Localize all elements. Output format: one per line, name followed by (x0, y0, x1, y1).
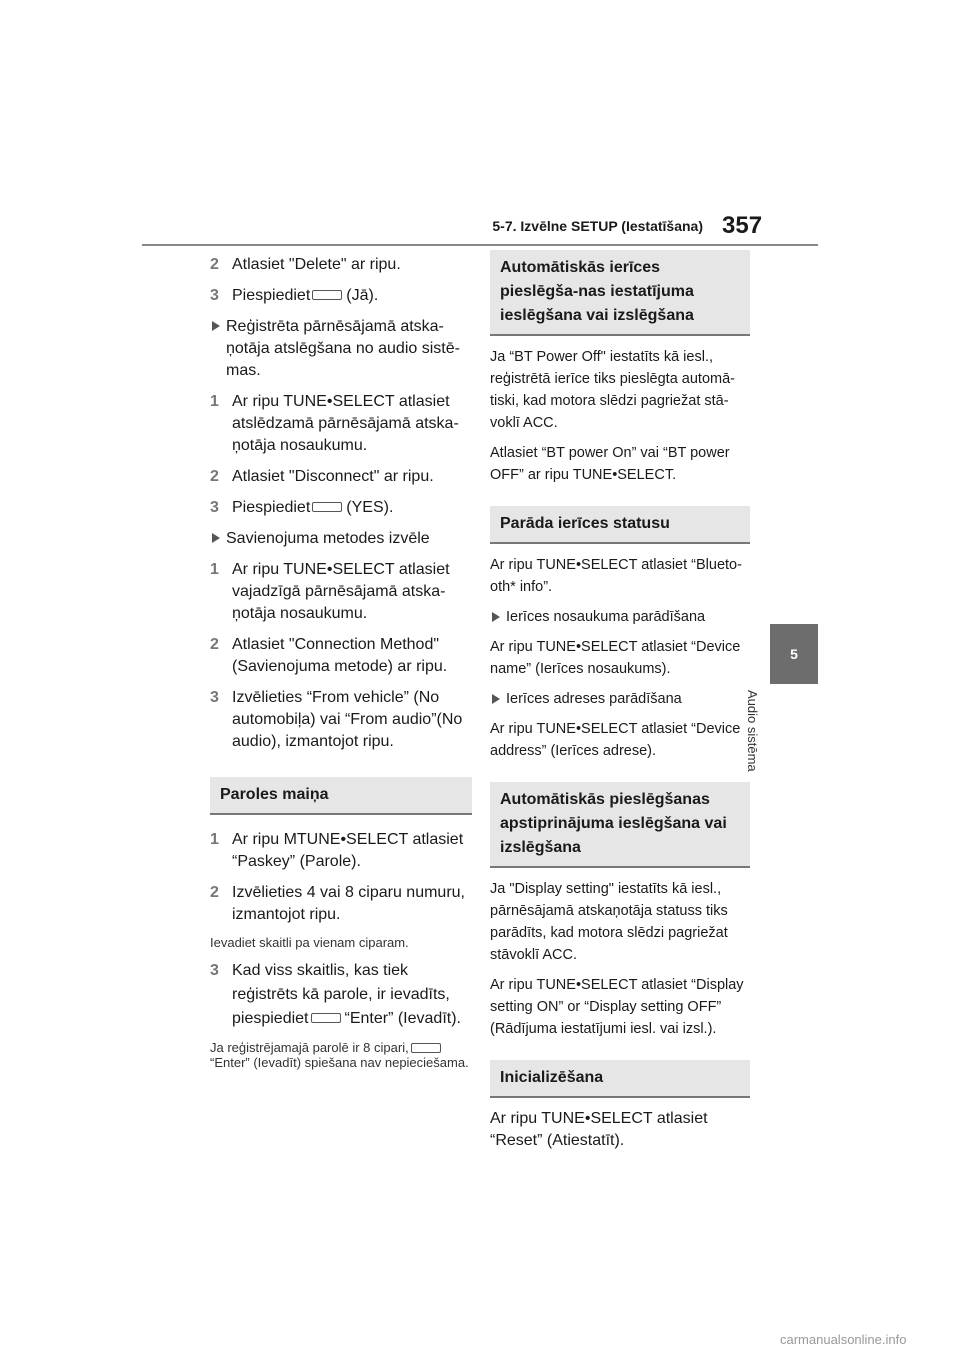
section-title: Paroles maiņa (210, 777, 472, 815)
paragraph: Atlasiet “BT power On” vai “BT power OFF” ar ripu TUNE•SELECT. (490, 445, 730, 483)
header-divider (142, 244, 818, 246)
step-text: Piespiediet (232, 499, 311, 516)
step (210, 882, 472, 926)
step-number: 1 (210, 561, 219, 578)
step-text-after: (YES). (346, 499, 394, 516)
section-title: Automātiskās pieslēgšanas apstiprinājuma ieslēgšana vai izslēgšana (490, 782, 750, 868)
button-icon (312, 290, 342, 300)
chapter-side-label (745, 690, 818, 850)
note (210, 1040, 472, 1070)
paragraph: Ja "Display setting" iestatīts kā iesl., pārnēsājamā atskaņotāja statuss tiks parādīts, kad motora slēdzi pagriežat stāvoklī ACC. (490, 881, 728, 963)
step (210, 634, 472, 678)
note: Ievadiet skaitli pa vienam ciparam. (210, 935, 409, 950)
step (210, 829, 472, 873)
section-header: 5-7. Izvēlne SETUP (Iestatīšana) (492, 218, 703, 234)
step-text: Ar ripu TUNE•SELECT atlasiet atslēdzamā pārnēsājamā atska-ņotāja nosaukumu. (232, 393, 459, 454)
step-number: 2 (210, 884, 219, 901)
step-number: 1 (210, 393, 219, 410)
chapter-tab: 5 (770, 624, 818, 684)
step (210, 687, 472, 753)
step (210, 466, 472, 488)
page-number: 357 (722, 212, 763, 239)
step-text: Atlasiet "Connection Method" (Savienojuma metode) ar ripu. (232, 636, 448, 675)
step-text: Ar ripu MTUNE•SELECT atlasiet “Paskey” (Parole). (232, 831, 464, 870)
note-text-after: “Enter” (Ievadīt) spiešana nav nepieciešama. (210, 1055, 469, 1070)
step (210, 497, 472, 519)
paragraph: Ar ripu TUNE•SELECT atlasiet “Blueto-oth* info”. (490, 557, 742, 595)
button-icon (311, 1013, 341, 1023)
step-number: 2 (210, 468, 219, 485)
section-title: Inicializēšana (490, 1060, 750, 1098)
step-number: 3 (210, 689, 219, 706)
step-text: Izvēlieties 4 vai 8 ciparu numuru, izmantojot ripu. (232, 884, 465, 923)
button-icon (411, 1043, 441, 1053)
paragraph: Ar ripu TUNE•SELECT atlasiet “Reset” (Atiestatīt). (490, 1110, 708, 1149)
step-text-after: “Enter” (Ievadīt). (344, 1010, 461, 1027)
paragraph: Ar ripu TUNE•SELECT atlasiet “Display setting ON” or “Display setting OFF” (Rādījuma iestatījumi iesl. vai izsl.). (490, 977, 744, 1037)
button-icon (312, 502, 342, 512)
section-title: Automātiskās ierīces pieslēgša-nas iestatījuma ieslēgšana vai izslēgšana (490, 250, 750, 336)
step (210, 391, 472, 457)
step (210, 285, 472, 307)
step-number: 2 (210, 636, 219, 653)
step-number: 3 (210, 499, 219, 516)
watermark: carmanualsonline.info (780, 1332, 907, 1347)
paragraph: Ja “BT Power Off" iestatīts kā iesl., reģistrētā ierīce tiks pieslēgta automā-tiski, kad motora slēdzi pagriežat stā-voklī ACC. (490, 349, 735, 431)
step-number: 1 (210, 831, 219, 848)
left-column (210, 254, 472, 1079)
bullet-heading: Savienojuma metodes izvēle (210, 528, 472, 550)
step-text: Atlasiet "Disconnect" ar ripu. (232, 468, 434, 485)
step-text-after: (Jā). (346, 287, 379, 304)
step-text: Izvēlieties “From vehicle” (No automobiļa) vai “From audio”(No audio), izmantojot ripu. (232, 689, 463, 750)
step-number: 3 (210, 962, 219, 979)
right-column (490, 250, 750, 1161)
step (210, 959, 472, 1031)
step (210, 559, 472, 625)
step-text: Piespiediet (232, 287, 311, 304)
paragraph: Ar ripu TUNE•SELECT atlasiet “Device address” (Ierīces adrese). (490, 721, 741, 759)
step-number: 2 (210, 256, 219, 273)
step-text: Atlasiet "Delete" ar ripu. (232, 256, 401, 273)
step-text: Ar ripu TUNE•SELECT atlasiet vajadzīgā pārnēsājamā atska-ņotāja nosaukumu. (232, 561, 450, 622)
step (210, 254, 472, 276)
paragraph: Ar ripu TUNE•SELECT atlasiet “Device name” (Ierīces nosaukums). (490, 639, 741, 677)
bullet-heading: Ierīces nosaukuma parādīšana (490, 606, 750, 628)
note-text: Ja reģistrējamajā parolē ir 8 cipari, (210, 1040, 409, 1055)
chapter-side-label-text: Audio sistēma (745, 690, 761, 772)
step-number: 3 (210, 287, 219, 304)
bullet-heading: Reģistrēta pārnēsājamā atska-ņotāja atslēgšana no audio sistē-mas. (210, 316, 472, 382)
bullet-heading: Ierīces adreses parādīšana (490, 688, 750, 710)
section-title: Parāda ierīces statusu (490, 506, 750, 544)
step-text: Kad viss skaitlis, kas tiek reģistrēts kā parole, ir ievadīts, piespiediet (232, 962, 450, 1027)
